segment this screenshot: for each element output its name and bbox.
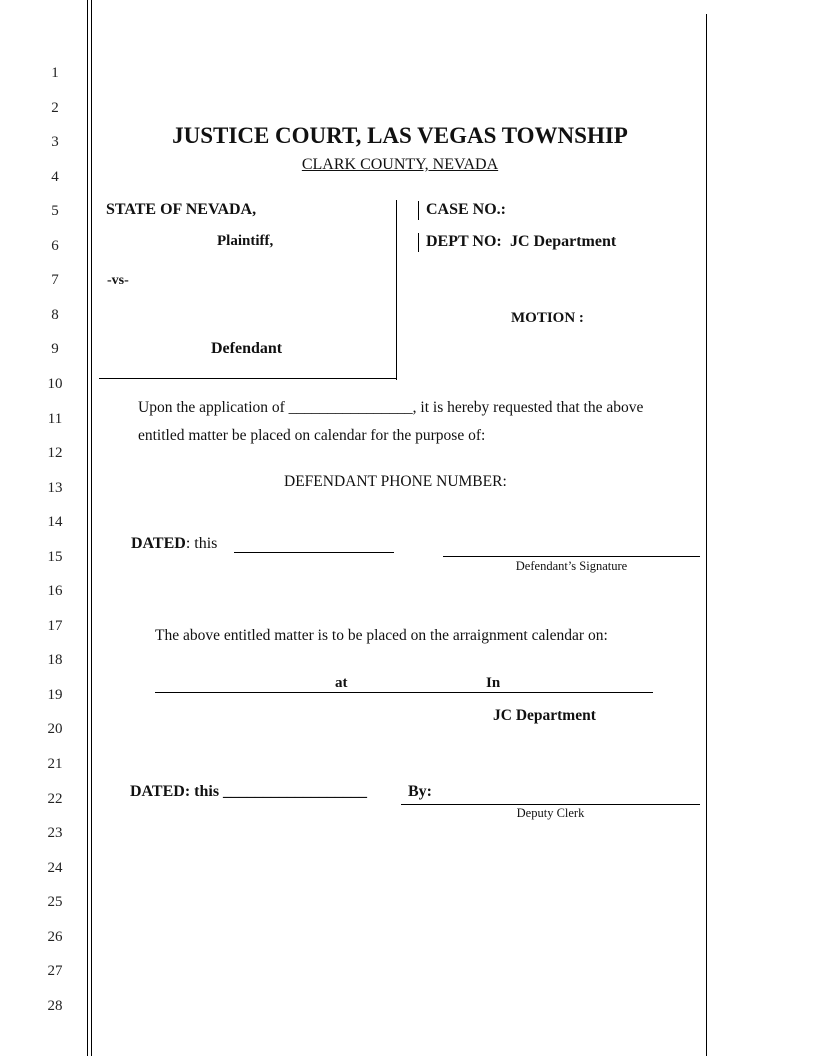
deputy-clerk-signature-line xyxy=(401,804,700,805)
line-number: 28 xyxy=(47,997,63,1014)
line-number: 9 xyxy=(51,341,59,358)
plaintiff-name: STATE OF NEVADA, xyxy=(106,201,257,218)
line-number: 22 xyxy=(47,790,63,807)
deputy-clerk-label: Deputy Clerk xyxy=(516,806,585,820)
dept-no-label: DEPT NO: xyxy=(426,233,502,250)
dept-no-bar xyxy=(418,233,419,252)
by-label: By: xyxy=(408,783,432,800)
dept-no-value: JC Department xyxy=(510,233,617,250)
line-number: 19 xyxy=(47,686,63,703)
line-number: 10 xyxy=(47,375,63,392)
county-title: CLARK COUNTY, NEVADA xyxy=(301,156,499,173)
case-no-bar xyxy=(418,201,419,220)
motion-label: MOTION : xyxy=(511,310,584,326)
defendant-label: Defendant xyxy=(211,340,283,357)
line-number: 5 xyxy=(51,203,59,220)
arraignment-date-line xyxy=(155,692,653,693)
versus-label: -vs- xyxy=(107,273,129,288)
application-text-line-1: Upon the application of ________________, it is hereby requested that the above xyxy=(138,399,644,416)
defendant-signature-label: Defendant’s Signature xyxy=(515,559,628,573)
left-margin-rule-1 xyxy=(87,0,88,1056)
dated-this-text: : this xyxy=(185,535,218,552)
jc-department-label: JC Department xyxy=(493,707,596,724)
defendant-phone-label: DEFENDANT PHONE NUMBER: xyxy=(284,473,507,490)
defendant-signature-line xyxy=(443,556,700,557)
left-margin-rule-2 xyxy=(91,0,92,1056)
at-label: at xyxy=(335,675,348,691)
dated-label: DATED xyxy=(131,535,186,552)
arraignment-text: The above entitled matter is to be placed on the arraignment calendar on: xyxy=(155,627,608,644)
line-number: 11 xyxy=(47,410,63,427)
line-number: 14 xyxy=(47,514,63,531)
plaintiff-label: Plaintiff, xyxy=(217,233,274,249)
line-number: 16 xyxy=(47,583,63,600)
line-number: 3 xyxy=(51,134,59,151)
line-number: 13 xyxy=(47,479,63,496)
line-number: 20 xyxy=(47,721,63,738)
right-margin-rule xyxy=(706,14,707,1056)
line-number: 12 xyxy=(47,445,63,462)
line-number: 15 xyxy=(47,548,63,565)
line-number: 4 xyxy=(51,168,59,185)
dated-line-2: DATED: this __________________ xyxy=(130,783,368,800)
line-number: 18 xyxy=(47,652,63,669)
line-number: 7 xyxy=(51,272,59,289)
application-text-line-2: entitled matter be placed on calendar for the purpose of: xyxy=(138,427,486,444)
court-title: JUSTICE COURT, LAS VEGAS TOWNSHIP xyxy=(172,123,628,148)
line-number: 8 xyxy=(51,306,59,323)
line-number: 1 xyxy=(51,65,59,81)
dated-line-1 xyxy=(131,535,217,553)
line-number: 23 xyxy=(47,825,63,842)
line-number: 21 xyxy=(47,756,63,772)
line-number: 6 xyxy=(51,237,59,254)
line-number: 2 xyxy=(51,99,59,116)
caption-box-right-border xyxy=(396,200,397,380)
line-number: 24 xyxy=(47,859,63,876)
caption-box-bottom-border xyxy=(99,378,397,379)
case-no-label: CASE NO.: xyxy=(426,201,507,218)
line-number: 25 xyxy=(47,894,63,911)
dated-underline-1 xyxy=(234,552,394,553)
in-label: In xyxy=(486,675,501,691)
line-number: 27 xyxy=(47,963,63,980)
line-number: 17 xyxy=(47,617,63,634)
line-number: 26 xyxy=(47,928,63,945)
